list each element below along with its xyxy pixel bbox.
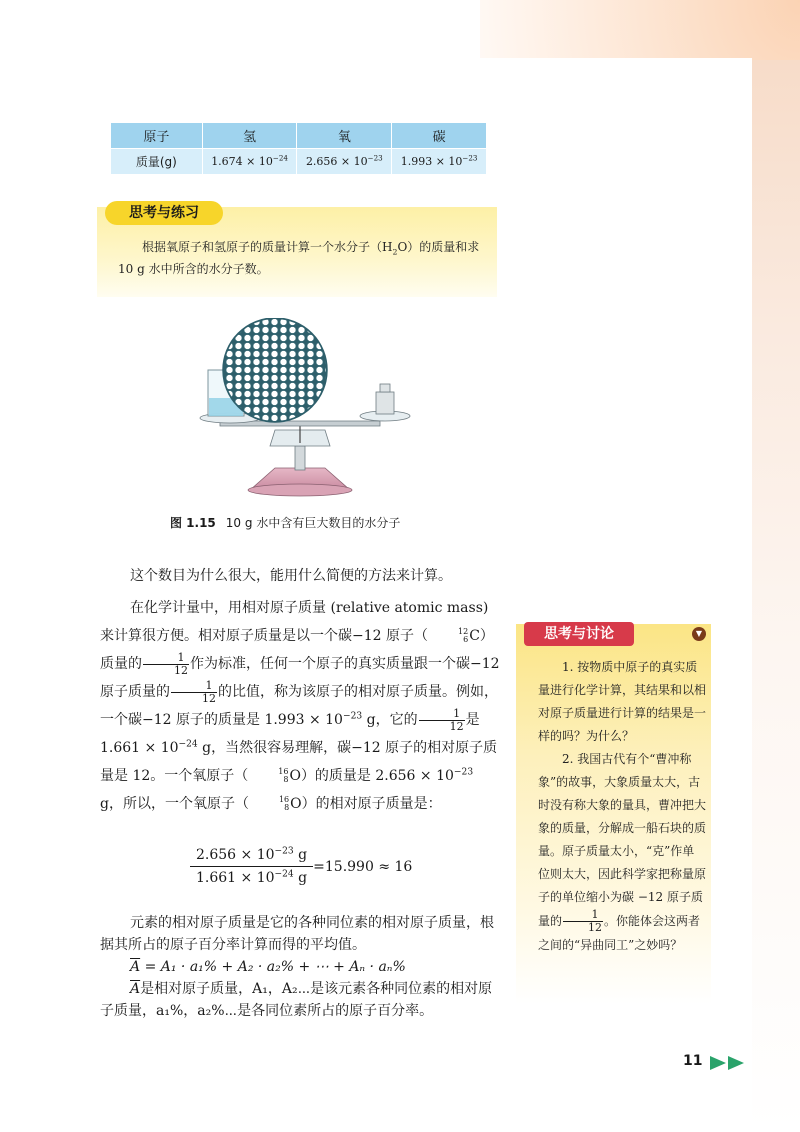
relative-mass-formula bbox=[190, 844, 412, 889]
table-row-label: 质量(g) bbox=[111, 149, 203, 175]
table-header-cell: 碳 bbox=[392, 123, 487, 149]
weight-knob bbox=[380, 384, 390, 392]
discussion-question-1: 1. 按物质中原子的真实质量进行化学计算，其结果和以相对原子质量进行计算的结果是一样的吗？为什么？ bbox=[538, 660, 707, 743]
exercise-tag: 思考与练习 bbox=[105, 201, 223, 225]
table-header-cell: 氧 bbox=[297, 123, 392, 149]
atomic-mass-table bbox=[110, 122, 487, 175]
chevron-down-icon: ▼ bbox=[692, 627, 706, 641]
table-cell: $2.656 \times 10^{-23}$ bbox=[297, 149, 392, 175]
page-number: 11 bbox=[683, 1053, 703, 1069]
average-mass-equation: $\overline{A} = A_1 \cdot a_1\% + A_2 \cdot a_2\%$ + ⋯ + Aₙ · aₙ% bbox=[130, 959, 406, 975]
exercise-text: 根据氧原子和氢原子的质量计算一个水分子$(H_2O)$的质量和求 10 g 水中所含的水分子数。 bbox=[118, 240, 480, 276]
table-cell: $1.993 \times 10^{-23}$ bbox=[392, 149, 487, 175]
balance-column bbox=[295, 446, 305, 470]
balance-figure bbox=[180, 318, 420, 508]
fraction: $\frac{1}{12}$ bbox=[143, 652, 189, 677]
formula-result: =15.990 ≈ 16 bbox=[313, 858, 413, 875]
main-text-lower bbox=[100, 912, 500, 1022]
discussion-question-2: 2. 我国古代有个“曹冲称象”的故事，大象质量太大，古时没有称大象的量具，曹冲把大象的质量，分解成一船石块的质量。原子质量太小，“克”作单位则太大，因此科学家把称量原子的单位缩小为碳 −12 原子质量的 $\frac{1}{12}$ 。你能体会这两者之间的“异曲同工”之妙吗？ bbox=[538, 752, 707, 952]
discussion-tag: 思考与讨论 bbox=[524, 622, 634, 646]
weight bbox=[376, 392, 394, 414]
table-row bbox=[111, 149, 487, 175]
table-header-row bbox=[111, 123, 487, 149]
balance-foot bbox=[248, 484, 352, 496]
paragraph: 这个数目为什么很大，能用什么简便的方法来计算。 bbox=[130, 568, 452, 584]
figure-number: 图 1.15 bbox=[170, 516, 216, 530]
paragraph: 元素的相对原子质量是它的各种同位素的相对原子质量，根据其所占的原子百分率计算而得的平均值。 bbox=[100, 915, 494, 953]
figure-caption bbox=[170, 514, 470, 531]
isotope-notation: 16 8 bbox=[278, 795, 290, 812]
main-text bbox=[100, 566, 500, 818]
isotope-notation: 12 6 bbox=[458, 627, 469, 644]
page-edge-decoration bbox=[752, 60, 800, 1132]
next-page-arrows-icon bbox=[710, 1056, 746, 1070]
paragraph: $\overline{A}$是相对原子质量，A₁，A₂⋯是该元素各种同位素的相对原子质量，a₁%，a₂%⋯是各同位素所占的原子百分率。 bbox=[100, 981, 493, 1019]
figure-caption-text: 10 g 水中含有巨大数目的水分子 bbox=[225, 516, 401, 530]
formula-fraction: $\frac{2.656 \times 10^{-23} g}{1.661 \times 10^{-24} g}$ bbox=[190, 844, 313, 889]
fraction: $\frac{1}{12}$ bbox=[171, 680, 217, 705]
paragraph: 在化学计量中，用相对原子质量 (relative atomic mass) 来计算很方便。相对原子质量是以一个碳−12 原子（ 12 6 C）质量的 $\frac{1}{12}$ 作为标准，任何一个原子的真实质量跟一个碳−12 原子质量的 $\frac{1}{12}$ 的比值，称为该原子的相对原子质量。例如，一个碳−12 原子的质量是 $1.993 \times 10^{-23}$ g，它的 $\frac{1}{12}$ 是 $1.661 \times 10^{-24}$ g，当然很容易理解，碳−12 原子的相对原子质量是 12。一个氧原子（ 16 8 O）的质量是 $2.656 \times 10^{-23}$ g，所以，一个氧原子（ 16 8 O）的相对原子质量是： bbox=[100, 600, 500, 812]
table-cell: $1.674 \times 10^{-24}$ bbox=[202, 149, 297, 175]
fraction: $\frac{1}{12}$ bbox=[563, 909, 603, 934]
water-molecules bbox=[224, 319, 326, 421]
table-header-cell: 原子 bbox=[111, 123, 203, 149]
table-header-cell: 氢 bbox=[202, 123, 297, 149]
isotope-notation: 16 8 bbox=[278, 767, 289, 784]
discussion-text bbox=[538, 656, 706, 957]
fraction: $\frac{1}{12}$ bbox=[419, 708, 465, 733]
